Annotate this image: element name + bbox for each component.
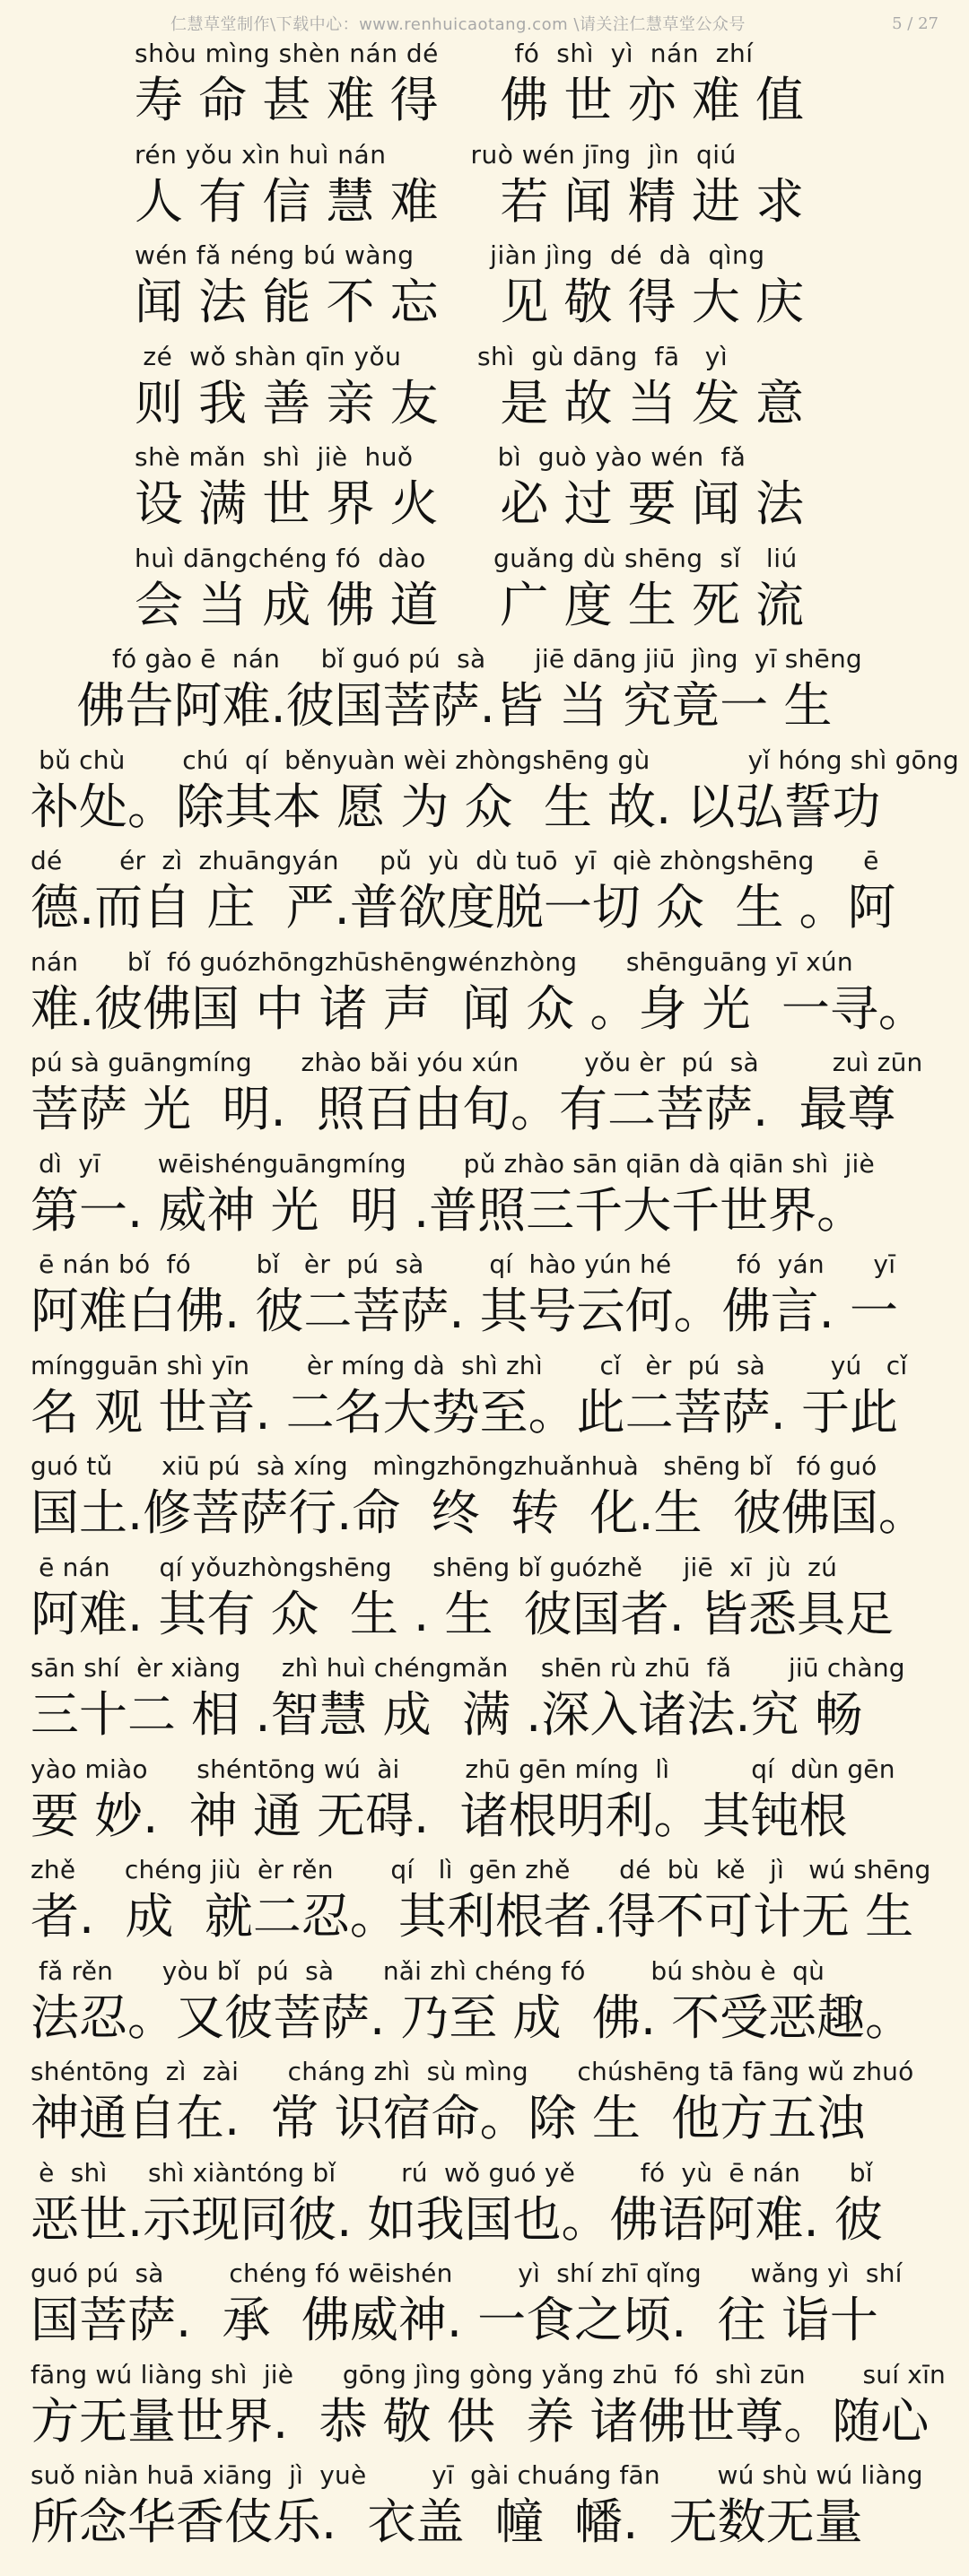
text-line (0, 1550, 969, 1651)
text-line (0, 944, 969, 1046)
pinyin-text: dì yī wēishénguāngmíng pǔ zhào sān qiān dà qiān shì jiè (31, 1148, 875, 1179)
hanzi-text: 闻 法 能 不 忘 见 敬 得 大 庆 (135, 274, 804, 330)
pinyin-text: guó tǔ xiū pú sà xíng mìngzhōngzhuǎnhuà shēng bǐ fó guó (31, 1451, 877, 1481)
pinyin-text: shè mǎn shì jiè huǒ bì guò yào wén fǎ (135, 442, 746, 472)
text-line (0, 2155, 969, 2257)
text-line (0, 641, 969, 743)
hanzi-text: 难.彼佛国 中 诸 声 闻 众 。身 光 一寻。 (31, 979, 927, 1037)
hanzi-text: 恶世.示现同彼. 如我国也。佛语阿难. 彼 (31, 2190, 883, 2248)
hanzi-text: 第一. 威神 光 明 .普照三千大千世界。 (31, 1181, 866, 1239)
pinyin-text: dé ér zì zhuāngyán pǔ yù dù tuō yī qiè zhòngshēng ē (31, 846, 879, 875)
pinyin-text: fǎ rěn yòu bǐ pú sà nǎi zhì chéng fó bú shòu è qù (31, 1955, 825, 1986)
hanzi-text: 德.而自 庄 严.普欲度脱一切 众 生 。阿 (31, 879, 896, 936)
text-line (0, 1146, 969, 1248)
text-line (0, 1449, 969, 1550)
text-line (0, 743, 969, 844)
pinyin-text: è shì shì xiàntóng bǐ rú wǒ guó yě fó yù ē nán bǐ (31, 2157, 873, 2188)
hanzi-text: 方无量世界. 恭 敬 供 养 诸佛世尊。随心 (31, 2392, 930, 2450)
hanzi-text: 要 妙. 神 通 无碍. 诸根明利。其钝根 (31, 1787, 848, 1844)
pinyin-text: huì dāngchéng fó dào guǎng dù shēng sǐ liú (135, 543, 798, 573)
hanzi-text: 佛告阿难.彼国菩萨.皆 当 究竟一 生 (31, 677, 833, 734)
text-line (0, 1752, 969, 1853)
hanzi-text: 所念华香伎乐. 衣盖 幢 幡. 无数无量 (31, 2493, 863, 2550)
hanzi-text: 菩萨 光 明. 照百由旬。有二菩萨. 最尊 (31, 1081, 896, 1137)
text-line (0, 1954, 969, 2055)
text-line (0, 238, 969, 339)
text-line (0, 439, 969, 541)
sutra-text-body (0, 36, 969, 2559)
hanzi-text: 名 观 世音. 二名大势至。此二菩萨. 于此 (31, 1383, 898, 1440)
page-header (0, 0, 969, 39)
pinyin-text: wén fǎ néng bú wàng jiàn jìng dé dà qìng (135, 240, 765, 270)
text-line (0, 1852, 969, 1954)
hanzi-text: 寿 命 甚 难 得 佛 世 亦 难 值 (135, 72, 804, 128)
text-line (0, 339, 969, 440)
text-line (0, 2458, 969, 2559)
pinyin-text: shéntōng zì zài cháng zhì sù mìng chúshēng tā fāng wǔ zhuó (31, 2057, 914, 2086)
pinyin-text: míngguān shì yīn èr míng dà shì zhì cǐ èr pú sà yú cǐ (31, 1350, 908, 1380)
text-line (0, 1348, 969, 1449)
pinyin-text: suǒ niàn huā xiāng jì yuè yī gài chuáng fān wú shù wú liàng (31, 2460, 923, 2490)
pinyin-text: guó pú sà chéng fó wēishén yì shí zhī qǐng wǎng yì shí (31, 2258, 903, 2288)
hanzi-text: 者. 成 就二忍。其利根者.得不可计无 生 (31, 1888, 914, 1945)
hanzi-text: 国土.修菩萨行.命 终 转 化.生 彼佛国。 (31, 1484, 927, 1541)
hanzi-text: 会 当 成 佛 道 广 度 生 死 流 (135, 576, 804, 633)
hanzi-text: 神通自在. 常 识宿命。除 生 他方五浊 (31, 2090, 866, 2146)
hanzi-text: 补处。除其本 愿 为 众 生 故. 以弘誓功 (31, 778, 881, 835)
pinyin-text: rén yǒu xìn huì nán ruò wén jīng jìn qiú (135, 139, 737, 170)
pinyin-text: bǔ chù chú qí běnyuàn wèi zhòngshēng gù yǐ hóng shì gōng (31, 744, 959, 775)
pinyin-text: ē nán qí yǒuzhòngshēng shēng bǐ guózhě jiē xī jù zú (31, 1552, 838, 1582)
pinyin-text: zé wǒ shàn qīn yǒu shì gù dāng fā yì (135, 341, 729, 371)
hanzi-text: 设 满 世 界 火 必 过 要 闻 法 (135, 475, 804, 532)
pinyin-text: sān shí èr xiàng zhì huì chéngmǎn shēn rù zhū fǎ jiū chàng (31, 1653, 905, 1683)
page-number: 5 / 27 (892, 13, 938, 33)
text-line (0, 2256, 969, 2357)
hanzi-text: 三十二 相 .智慧 成 满 .深入诸法.究 畅 (31, 1686, 863, 1743)
hanzi-text: 阿难白佛. 彼二菩萨. 其号云何。佛言. 一 (31, 1283, 898, 1339)
pinyin-text: pú sà guāngmíng zhào bǎi yóu xún yǒu èr pú sà zuì zūn (31, 1048, 923, 1077)
hanzi-text: 国菩萨. 承 佛威神. 一食之顷. 往 诣十 (31, 2292, 878, 2348)
pinyin-text: fó gào ē nán bǐ guó pú sà jiē dāng jiū jìng yī shēng (31, 644, 862, 674)
pinyin-text: shòu mìng shèn nán dé fó shì yì nán zhí (135, 39, 754, 68)
text-line (0, 2054, 969, 2155)
pinyin-text: fāng wú liàng shì jiè gōng jìng gòng yǎng zhū fó shì zūn suí xīn (31, 2359, 946, 2389)
text-line (0, 1045, 969, 1146)
hanzi-text: 法忍。又彼菩萨. 乃至 成 佛. 不受恶趣。 (31, 1989, 914, 2046)
text-line (0, 541, 969, 642)
pinyin-text: yào miào shéntōng wú ài zhū gēn míng lì qí dùn gēn (31, 1754, 895, 1784)
hanzi-text: 则 我 善 亲 友 是 故 当 发 意 (135, 374, 804, 431)
text-line (0, 843, 969, 944)
text-line (0, 36, 969, 137)
hanzi-text: 阿难. 其有 众 生 . 生 彼国者. 皆悉具足 (31, 1585, 894, 1642)
pinyin-text: zhě chéng jiù èr rěn qí lì gēn zhě dé bù kě jì wú shēng (31, 1855, 931, 1884)
pinyin-text: nán bǐ fó guózhōngzhūshēngwénzhòng shēnguāng yī xún (31, 946, 853, 977)
pinyin-text: ē nán bó fó bǐ èr pú sà qí hào yún hé fó yán yī (31, 1249, 896, 1279)
text-line (0, 1247, 969, 1348)
text-line (0, 2357, 969, 2459)
text-line (0, 137, 969, 239)
header-title: 仁慧草堂制作\下载中心：www.renhuicaotang.com \请关注仁慧草堂公众号 (170, 15, 746, 34)
hanzi-text: 人 有 信 慧 难 若 闻 精 进 求 (135, 172, 804, 230)
text-line (0, 1650, 969, 1752)
